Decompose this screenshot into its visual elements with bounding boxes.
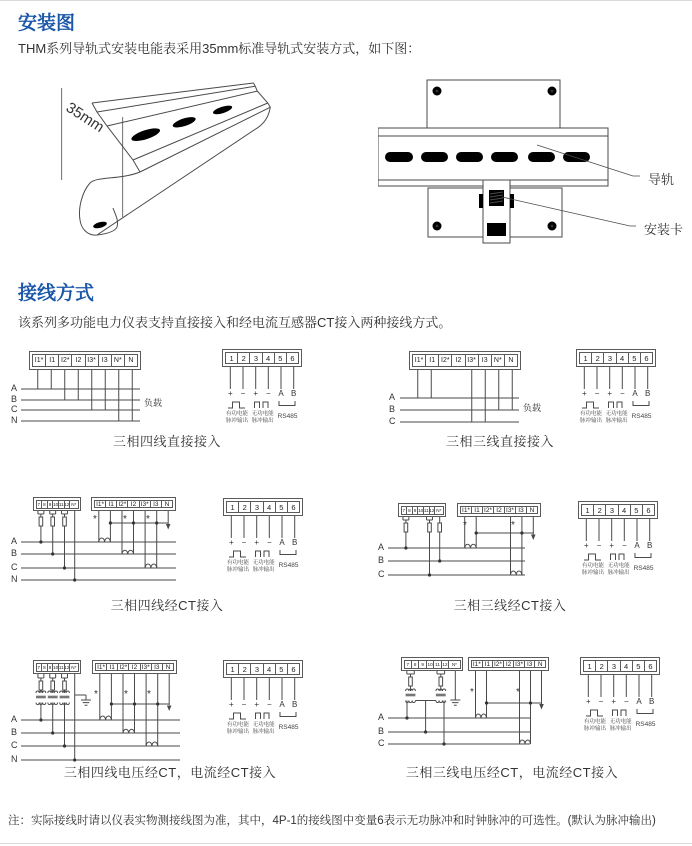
reactive-pulse-icon [608,552,630,562]
polarity-sign: − [598,697,604,706]
terminal-cell: I2 [451,354,465,367]
load-label: 负载 [144,398,163,408]
terminal-cell: N* [448,660,460,669]
terminal-cell: I1 [471,506,483,514]
diagram-caption: 三相四线直接接入 [112,434,221,449]
voltage-terminal-strip [33,660,81,674]
fuse-icon [39,681,66,690]
phase-label: A [389,392,396,402]
terminal-cell: 8 [406,506,413,515]
terminal-cell: 11 [435,661,440,667]
reactive-pulse-icon [610,708,632,718]
rs485-label: RS485 [635,721,656,728]
voltage-terminal-strip [398,503,446,517]
polarity-sign: + [253,389,259,398]
terminal-cell: I2* [482,506,494,514]
diagram-caption: 三相四线经CT接入 [110,598,224,613]
ct-icon [465,544,522,575]
wiring-lines [8,625,223,783]
aux-terminal-cell: 3 [603,352,616,364]
polarity-mark: * [516,687,520,698]
current-terminal-strip [457,503,541,517]
terminal-cell: I2* [116,500,128,508]
arrow-icon [166,524,171,530]
aux-function-label: 无功电能 脉冲输出 [252,722,275,736]
polarity-sign: + [228,700,234,709]
terminal-cell: 8 [41,663,48,672]
terminal-cell: I3 [524,660,536,668]
main-terminal-strip [29,351,141,370]
aux-terminal-cell: 4 [616,352,629,364]
aux-terminal-strip [576,349,656,367]
aux-terminal-cell: 2 [237,352,250,364]
aux-function-label: 有功电能 脉冲输出 [225,411,248,425]
terminal-cell: 11 [58,501,64,507]
rs485-a-label: A [634,541,640,550]
aux-function-label: 无功电能 脉冲输出 [251,411,274,425]
rs485-bracket-icon [277,549,299,557]
terminal-cell: I3 [150,500,162,508]
polarity-mark: * [94,689,98,700]
phase-label: A [11,383,18,393]
phase-label: C [389,416,396,426]
phase-label: B [11,727,18,737]
terminal-cell: N* [69,663,78,672]
aux-terminal-cell: 3 [250,663,263,675]
aux-function-label: 无功电能 脉冲输出 [609,719,632,733]
terminal-cell: I3* [85,354,99,367]
phase-label: A [378,542,385,552]
rs485-bracket-icon [276,400,298,408]
aux-terminal-cell: 1 [581,504,594,516]
terminal-cell: 8 [41,500,48,509]
rs485-b-label: B [647,541,653,550]
aux-stub-wires [223,678,303,700]
aux-terminal-cell: 2 [591,352,604,364]
rs485-a-label: A [632,389,638,398]
polarity-sign: + [581,389,587,398]
terminal-cell: I1* [412,354,426,367]
terminal-cell: 10 [53,501,59,507]
phase-label: B [378,726,385,736]
aux-terminal-cell: 6 [287,501,300,513]
terminal-cell: I1 [45,354,59,367]
polarity-sign: − [265,389,271,398]
polarity-sign: + [227,389,233,398]
aux-terminal-cell: 4 [262,352,275,364]
aux-terminal-cell: 2 [593,504,606,516]
phase-label: B [378,555,385,565]
phase-label: N [11,415,18,425]
phase-label: N [11,754,18,764]
polarity-mark: * [470,687,474,698]
active-pulse-icon [226,400,248,410]
phase-label: C [11,404,18,414]
aux-function-label: 有功电能 脉冲输出 [579,411,602,425]
polarity-sign: − [266,538,272,547]
pt-icon [36,691,69,705]
terminal-cell: 9 [47,663,54,672]
polarity-sign: + [585,697,591,706]
aux-terminal-strip [580,657,660,675]
rs485-a-label: A [279,700,285,709]
terminal-cell: 11 [58,664,64,670]
terminal-cell: 10 [418,507,424,513]
aux-function-label: 无功电能 脉冲输出 [607,563,630,577]
diagram-caption: 三相三线电压经CT，电流经CT接入 [405,765,619,780]
terminal-cell: 9 [412,506,419,515]
aux-stub-wires [580,675,660,697]
terminal-cell: I1* [95,663,107,671]
terminal-cell: I3* [139,500,151,508]
aux-stub-wires [578,519,658,541]
aux-terminal-cell: 5 [274,352,287,364]
terminal-cell: 7 [401,506,408,515]
terminal-cell: I1* [472,660,481,668]
phase-label: C [11,562,18,572]
aux-terminal-strip [222,349,302,367]
terminal-cell: I3* [465,354,479,367]
aux-terminal-cell: 6 [286,352,299,364]
terminal-cell: 12 [429,507,435,513]
active-pulse-icon [227,549,249,559]
aux-function-label: 有功电能 脉冲输出 [226,560,249,574]
polarity-sign: − [596,541,602,550]
rs485-label: RS485 [277,413,298,420]
aux-terminal-cell: 3 [249,352,262,364]
phase-label: B [11,394,18,404]
aux-terminal-cell: 5 [275,501,288,513]
terminal-cell: 10 [53,664,59,670]
aux-terminal-cell: 5 [275,663,288,675]
phase-label: B [389,404,396,414]
aux-terminal-cell: 6 [642,504,655,516]
arrow-icon [531,535,536,541]
rs485-label: RS485 [633,565,654,572]
terminal-cell: N [526,506,538,514]
terminal-cell: I3* [515,660,524,668]
polarity-sign: + [609,541,615,550]
aux-terminal-block [222,349,306,429]
aux-terminal-block [580,657,664,737]
terminal-cell: 7 [404,660,412,669]
mounting-clip-icon [479,180,514,243]
terminal-cell: I3 [98,354,112,367]
rs485-b-label: B [292,700,298,709]
aux-terminal-cell: 1 [225,352,238,364]
polarity-sign: − [621,541,627,550]
aux-terminal-block [578,501,662,581]
terminal-cell: N [161,500,173,508]
aux-terminal-cell: 5 [628,352,641,364]
divider [0,0,692,1]
aux-terminal-block [576,349,660,429]
polarity-sign: − [241,700,247,709]
terminal-cell: I1* [32,354,46,367]
rs485-label: RS485 [278,562,299,569]
fuse-icon [409,677,443,686]
terminal-cell: 12 [442,661,448,667]
terminal-cell: I2 [127,500,139,508]
aux-terminal-strip [223,660,303,678]
diagram-caption: 三相三线经CT接入 [453,598,567,613]
diagram-caption: 三相四线电压经CT，电流经CT接入 [63,765,277,780]
terminal-cell: I2 [493,506,505,514]
terminal-cell: I3* [140,663,152,671]
terminal-cell: 8 [411,660,419,669]
aux-terminal-cell: 2 [238,663,251,675]
ground-icon [450,695,460,705]
terminal-cell: I2* [58,354,72,367]
diagram-caption: 三相三线直接接入 [445,434,554,449]
polarity-mark: * [511,520,515,531]
terminal-cell: I2 [128,663,140,671]
terminal-cell: I1* [94,500,106,508]
divider [0,843,692,844]
polarity-mark: * [124,689,128,700]
section-title-wiring: 接线方式 [18,283,95,304]
terminal-cell: N* [69,500,78,509]
aux-terminal-block [223,660,307,740]
aux-terminal-cell: 6 [640,352,653,364]
terminal-cell: I1 [106,663,118,671]
voltage-terminal-strip [33,497,81,511]
aux-terminal-cell: 6 [287,663,300,675]
rail-callout-label: 导轨 [648,172,675,187]
terminal-cell: I1 [482,660,494,668]
rs485-a-label: A [636,697,642,706]
aux-function-label: 无功电能 脉冲输出 [252,560,275,574]
phase-label: A [11,714,18,724]
phase-label: C [378,569,385,579]
polarity-sign: + [583,541,589,550]
arrow-icon [539,704,544,710]
footer-note: 注：实际接线时请以仪表实物测接线图为准，其中，4P-1的接线图中变量6表示无功脉冲和时钟脉冲的可选性。(默认为脉冲输出) [8,815,656,827]
diagram-3p4w-pt-ct [8,625,223,783]
aux-function-label: 有功电能 脉冲输出 [581,563,604,577]
terminal-cell: 11 [423,507,429,513]
aux-stub-wires [576,367,656,389]
polarity-sign: − [240,389,246,398]
terminal-cell: N* [491,354,505,367]
aux-terminal-cell: 1 [226,501,239,513]
terminal-cell: 7 [36,663,43,672]
phase-label: C [11,740,18,750]
section-title-install: 安装图 [18,13,76,34]
fuse-icon [39,517,66,526]
polarity-sign: + [254,538,260,547]
active-pulse-icon [580,400,602,410]
polarity-sign: − [241,538,247,547]
current-terminal-strip [92,660,177,674]
terminal-cell: 12 [64,501,70,507]
polarity-mark: * [147,689,151,700]
polarity-sign: − [619,389,625,398]
load-label: 负载 [523,403,542,413]
phase-label: C [378,738,385,748]
rs485-label: RS485 [278,724,299,731]
aux-function-label: 有功电能 脉冲输出 [583,719,606,733]
aux-function-label: 有功电能 脉冲输出 [226,722,249,736]
terminal-cell: 12 [64,664,70,670]
rs485-b-label: B [291,389,297,398]
rs485-a-label: A [279,538,285,547]
terminal-cell: 9 [418,660,426,669]
fuse-icon [404,523,441,532]
polarity-sign: − [594,389,600,398]
terminal-cell: N [534,660,546,668]
polarity-sign: + [607,389,613,398]
voltage-terminal-strip [401,657,463,671]
aux-terminal-strip [223,498,303,516]
aux-function-label: 无功电能 脉冲输出 [605,411,628,425]
polarity-mark: * [123,514,127,525]
terminal-cell: I2* [493,660,502,668]
rs485-bracket-icon [632,552,654,560]
rs485-b-label: B [645,389,651,398]
aux-terminal-cell: 1 [579,352,592,364]
rs485-label: RS485 [631,413,652,420]
aux-terminal-cell: 4 [263,663,276,675]
polarity-mark: * [463,520,467,531]
aux-terminal-cell: 2 [238,501,251,513]
active-pulse-icon [584,708,606,718]
terminal-cell: I1* [460,506,472,514]
rs485-a-label: A [278,389,284,398]
din-rail-drawing [25,70,345,270]
polarity-sign: − [623,697,629,706]
terminal-cell: I3 [515,506,527,514]
current-terminal-strip [468,657,549,671]
phase-label: A [378,712,385,722]
rs485-bracket-icon [277,711,299,719]
rail-dimension-text: 35mm [62,99,108,137]
terminal-cell: I3 [151,663,163,671]
terminal-cell: I3* [504,506,516,514]
terminal-cell: I2* [438,354,452,367]
aux-terminal-cell: 6 [644,660,657,672]
terminal-cell: N* [111,354,125,367]
polarity-mark: * [93,514,97,525]
aux-stub-wires [222,367,302,389]
aux-terminal-cell: 5 [630,504,643,516]
aux-terminal-strip [578,501,658,519]
reactive-pulse-icon [606,400,628,410]
aux-terminal-cell: 4 [620,660,633,672]
terminal-cell: I2* [117,663,129,671]
aux-terminal-cell: 4 [263,501,276,513]
arrow-icon [167,706,172,712]
terminal-cell: 9 [47,500,54,509]
clip-callout-label: 安装卡 [644,222,684,237]
aux-terminal-cell: 3 [607,660,620,672]
ground-icon [81,695,91,705]
polarity-mark: * [146,514,150,525]
terminal-cell: I2 [503,660,515,668]
rs485-b-label: B [292,538,298,547]
terminal-cell: N* [434,506,443,515]
aux-terminal-cell: 2 [595,660,608,672]
aux-terminal-cell: 4 [618,504,631,516]
main-terminal-strip [409,351,521,370]
active-pulse-icon [582,552,604,562]
terminal-cell: 10 [427,661,433,667]
active-pulse-icon [227,711,249,721]
wiring-intro-text: 该系列多功能电力仪表支持直接接入和经电流互感器CT接入两种接线方式。 [18,315,452,330]
phase-label: A [11,536,18,546]
phase-label: N [11,574,18,584]
current-terminal-strip [91,497,176,511]
terminal-cell: 7 [36,500,43,509]
aux-terminal-cell: 5 [632,660,645,672]
reactive-pulse-icon [253,711,275,721]
aux-terminal-cell: 3 [250,501,263,513]
polarity-sign: + [611,697,617,706]
aux-stub-wires [223,516,303,538]
rs485-bracket-icon [630,400,652,408]
polarity-sign: − [266,700,272,709]
terminal-cell: I3 [478,354,492,367]
polarity-sign: + [228,538,234,547]
reactive-pulse-icon [252,400,274,410]
aux-terminal-cell: 1 [583,660,596,672]
phase-label: B [11,548,18,558]
install-intro-text: THM系列导轨式安装电能表采用35mm标准导轨式安装方式，如下图： [18,41,421,56]
aux-terminal-cell: 3 [605,504,618,516]
terminal-cell: I1 [105,500,117,508]
reactive-pulse-icon [253,549,275,559]
terminal-cell: N [124,354,138,367]
terminal-cell: N [162,663,174,671]
aux-terminal-cell: 1 [226,663,239,675]
rs485-b-label: B [649,697,655,706]
terminal-cell: I1 [425,354,439,367]
polarity-sign: + [254,700,260,709]
aux-terminal-block [223,498,307,578]
rs485-bracket-icon [634,708,656,716]
terminal-cell: I2 [71,354,85,367]
terminal-cell: N [504,354,518,367]
